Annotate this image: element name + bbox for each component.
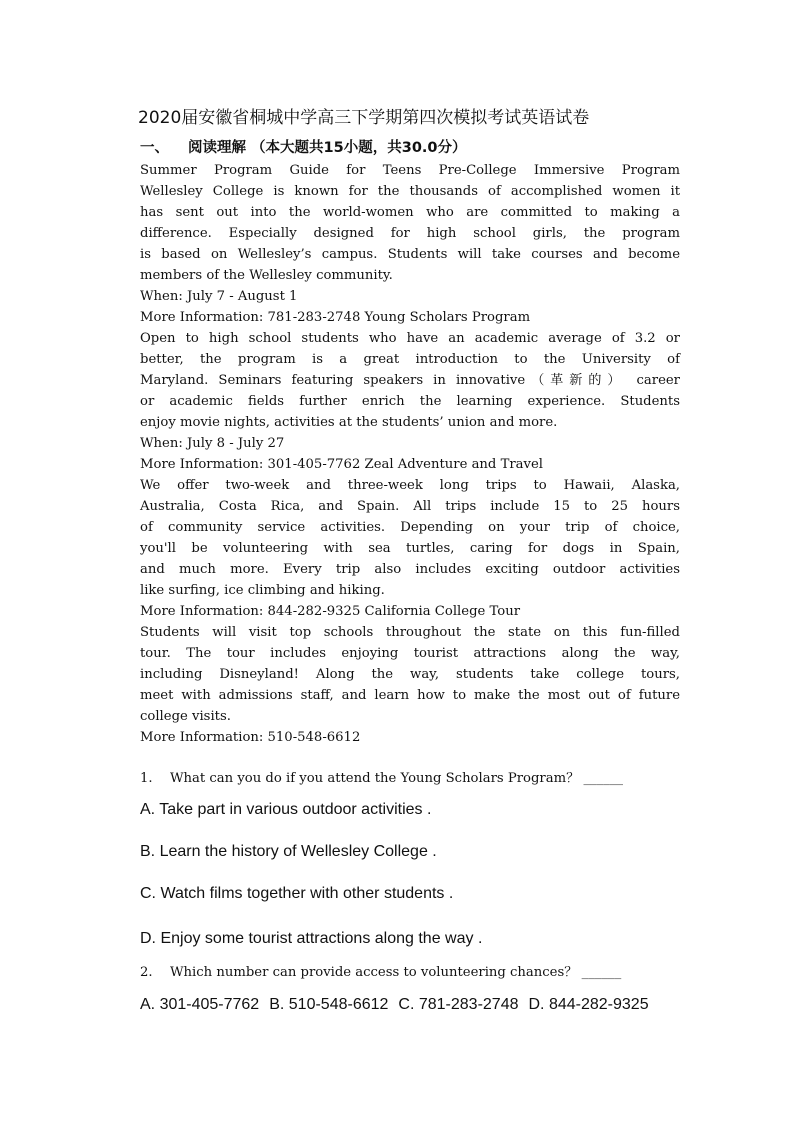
- answer-option-2a[interactable]: A. 301-405-7762: [140, 996, 260, 1013]
- passage-line: When: July 8 - July 27: [140, 436, 285, 451]
- section-heading: [140, 137, 680, 159]
- answer-options-2: [140, 994, 700, 1016]
- passage-line: better, the program is a great introduction to the University of: [140, 352, 680, 367]
- passage-line: or academic fields further enrich the learning experience. Students: [140, 394, 680, 409]
- question-number: 1.: [140, 771, 153, 786]
- question-1: [140, 769, 680, 789]
- passage-line: members of the Wellesley community.: [140, 268, 393, 283]
- passage-line: We offer two-week and three-week long trips to Hawaii, Alaska,: [140, 478, 680, 493]
- answer-option-2b[interactable]: B. 510-548-6612: [269, 996, 389, 1013]
- passage-line: More Information: 844-282-9325 California College Tour: [140, 604, 521, 619]
- passage-line: Maryland. Seminars featuring speakers in innovative（革新的） career: [140, 373, 680, 388]
- passage-line: of community service activities. Depending on your trip of choice,: [140, 520, 680, 535]
- passage-line: More Information: 301-405-7762 Zeal Adventure and Travel: [140, 457, 543, 472]
- question-text: What can you do if you attend the Young Scholars Program？ ______: [170, 771, 624, 786]
- answer-option-1d[interactable]: D. Enjoy some tourist attractions along the way .: [140, 930, 483, 947]
- question-text: Which number can provide access to volunteering chances？ ______: [170, 965, 622, 980]
- passage-line: Students will visit top schools throughout the state on this fun-filled: [140, 625, 680, 640]
- passage-line: you'll be volunteering with sea turtles, caring for dogs in Spain,: [140, 541, 680, 556]
- answer-option-1c[interactable]: C. Watch films together with other students .: [140, 885, 454, 902]
- passage-line: difference. Especially designed for high school girls, the program: [140, 226, 680, 241]
- reading-passage: [140, 160, 680, 748]
- section-title: 阅读理解 （本大题共15小题，共30.0分）: [188, 140, 467, 156]
- passage-line: like surfing, ice climbing and hiking.: [140, 583, 385, 598]
- passage-line: When: July 7 - August 1: [140, 289, 298, 304]
- section-number: 一、: [140, 140, 169, 156]
- passage-line: More Information: 510-548-6612: [140, 730, 361, 745]
- answer-option-1a[interactable]: A. Take part in various outdoor activities .: [140, 801, 432, 818]
- passage-line: has sent out into the world-women who are committed to making a: [140, 205, 680, 220]
- passage-line: Summer Program Guide for Teens Pre-College Immersive Program: [140, 163, 680, 178]
- passage-line: enjoy movie nights, activities at the students’ union and more.: [140, 415, 558, 430]
- passage-line: including Disneyland! Along the way, students take college tours,: [140, 667, 680, 682]
- passage-line: Wellesley College is known for the thousands of accomplished women it: [140, 184, 680, 199]
- question-number: 2.: [140, 965, 153, 980]
- passage-line: More Information: 781-283-2748 Young Scholars Program: [140, 310, 531, 325]
- passage-line: meet with admissions staff, and learn how to make the most out of future: [140, 688, 680, 703]
- passage-line: Australia, Costa Rica, and Spain. All trips include 15 to 25 hours: [140, 499, 680, 514]
- answer-option-2d[interactable]: D. 844-282-9325: [528, 996, 649, 1013]
- passage-line: Open to high school students who have an academic average of 3.2 or: [140, 331, 680, 346]
- answer-option-2c[interactable]: C. 781-283-2748: [398, 996, 519, 1013]
- passage-line: college visits.: [140, 709, 231, 724]
- passage-line: tour. The tour includes enjoying tourist attractions along the way,: [140, 646, 680, 661]
- passage-line: is based on Wellesley’s campus. Students will take courses and become: [140, 247, 680, 262]
- answer-option-1b[interactable]: B. Learn the history of Wellesley College .: [140, 843, 437, 860]
- page-title: 2020届安徽省桐城中学高三下学期第四次模拟考试英语试卷: [138, 108, 590, 128]
- passage-line: and much more. Every trip also includes exciting outdoor activities: [140, 562, 680, 577]
- question-2: [140, 963, 680, 983]
